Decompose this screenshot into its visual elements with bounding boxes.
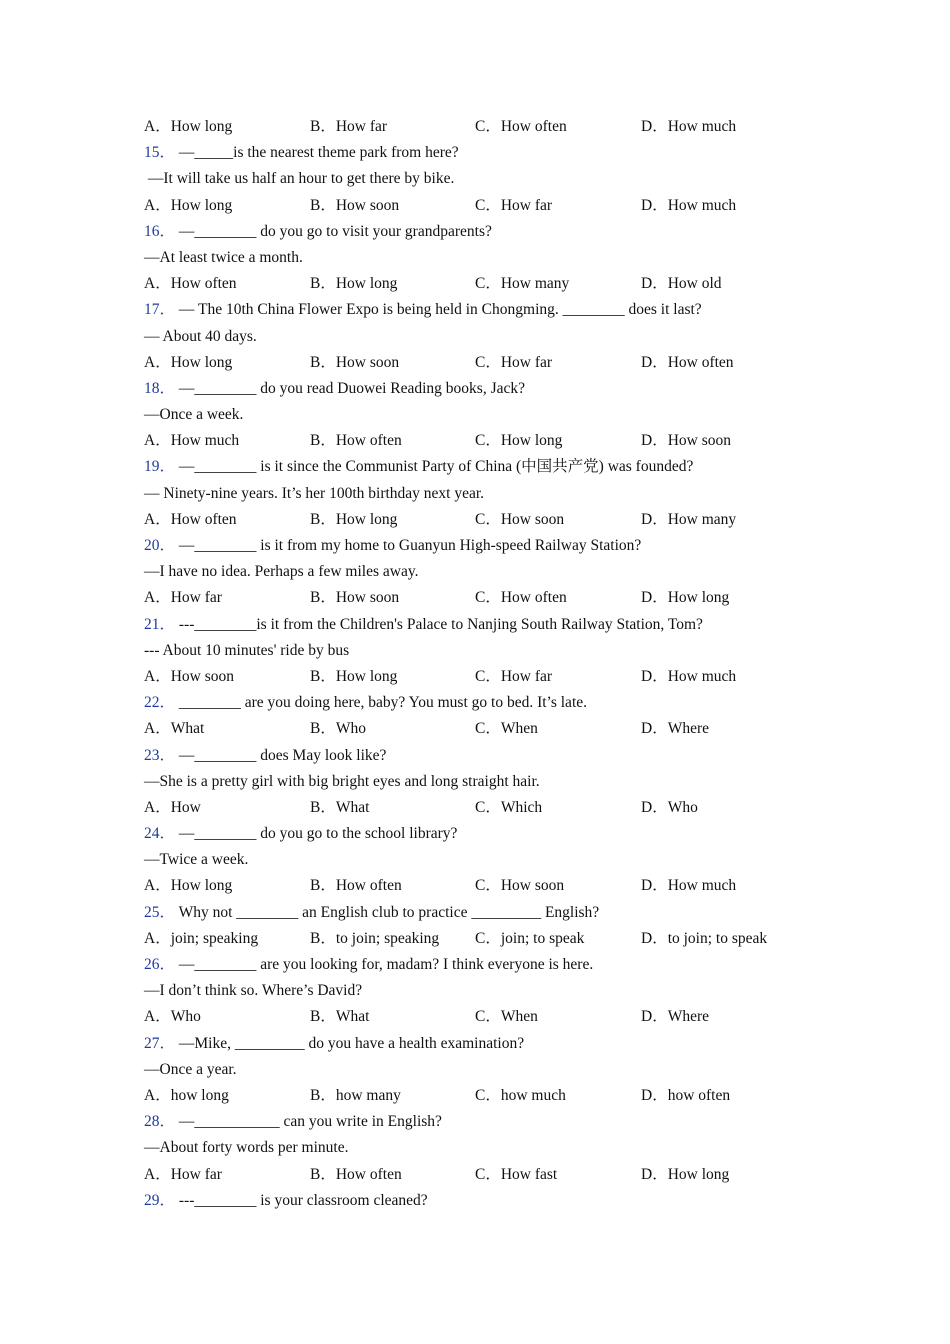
option-d: D．Who (641, 798, 698, 816)
option-b: B．How often (310, 1165, 402, 1183)
question-stem (144, 743, 824, 769)
question-stem (144, 140, 824, 166)
option-c: C．How far (475, 196, 553, 214)
option-b: B．How long (310, 667, 398, 685)
answer-line: —It will take us half an hour to get there by bike. (144, 170, 455, 188)
question-number: 29． (144, 1191, 176, 1209)
question-number: 27． (144, 1034, 176, 1052)
options-row (144, 271, 824, 297)
option-d: D．How old (641, 275, 722, 293)
question-stem (144, 690, 824, 716)
question-number: 24． (144, 825, 176, 843)
options-row (144, 1004, 824, 1030)
question-number: 15． (144, 144, 176, 162)
option-c: C．join; to speak (475, 929, 585, 947)
question-number: 26． (144, 956, 176, 973)
answer-line: —I have no idea. Perhaps a few miles away. (144, 563, 419, 581)
question-text: —___________ can you write in English? (175, 1113, 442, 1131)
question-text: —________ do you go to visit your grandparents? (175, 222, 492, 240)
options-row (144, 795, 824, 821)
question-text: —Mike, _________ do you have a health examination? (175, 1034, 525, 1052)
option-b: B．Who (310, 720, 366, 738)
option-d: D．How often (641, 353, 734, 371)
option-a: A．How much (144, 432, 240, 450)
question-text-rest: is the nearest theme park from here? (233, 144, 459, 162)
question-number: 28． (144, 1113, 176, 1131)
option-b: B．How soon (310, 353, 400, 371)
answer-line: — About 40 days. (144, 327, 257, 345)
option-c: C．How far (475, 667, 553, 685)
option-b: B．How long (310, 275, 398, 293)
question-text: —________ do you go to the school library? (175, 825, 458, 843)
options-row (144, 926, 824, 952)
option-a: A．How (144, 798, 201, 816)
options-row (144, 193, 824, 219)
answer-line: — Ninety-nine years. It’s her 100th birthday next year. (144, 484, 485, 502)
question-stem (144, 1031, 824, 1057)
option-b: B．How long (310, 510, 398, 528)
option-a: A．How soon (144, 667, 234, 685)
option-c: C．Which (475, 798, 543, 816)
question-sheet (144, 114, 824, 1214)
option-c: C．How fast (475, 1165, 558, 1183)
option-b: B．How often (310, 877, 402, 895)
option-a: A．What (144, 720, 205, 738)
question-stem (144, 297, 824, 323)
question-text: Why not ________ an English club to practice _________ English? (175, 903, 600, 921)
options-row (144, 1162, 824, 1188)
question-stem (144, 219, 824, 245)
option-a: A．How far (144, 589, 222, 607)
question-text: —________ is it since the Communist Party of China (中国共产党) was founded? (175, 458, 694, 476)
question-text: — (175, 144, 195, 162)
question-number: 17． (144, 301, 176, 319)
option-b: B．What (310, 798, 370, 816)
options-row (144, 873, 824, 899)
option-d: D．Where (641, 1008, 709, 1026)
answer-line: —Once a year. (144, 1060, 237, 1078)
question-text: ---________ is your classroom cleaned? (175, 1191, 428, 1209)
option-a: A．How long (144, 353, 233, 371)
question-number: 21． (144, 615, 176, 633)
question-number: 16． (144, 222, 176, 240)
option-d: D．How long (641, 589, 730, 607)
option-c: C．How often (475, 589, 567, 607)
option-a: A．How far (144, 1165, 222, 1183)
question-blank: _____ (194, 144, 234, 162)
question-text: —________ are you looking for, madam? I think everyone is here. (175, 956, 594, 973)
options-row (144, 664, 824, 690)
question-stem (144, 533, 824, 559)
option-b: B．How soon (310, 196, 400, 214)
answer-line: --- About 10 minutes' ride by bus (144, 641, 350, 659)
answer-line: —She is a pretty girl with big bright eyes and long straight hair. (144, 772, 540, 790)
question-text: —________ do you read Duowei Reading books, Jack? (175, 379, 525, 397)
option-a: A．How often (144, 510, 237, 528)
question-stem (144, 454, 824, 480)
options-row (144, 716, 824, 742)
option-a: A．Who (144, 1008, 201, 1026)
option-d: D．to join; to speak (641, 929, 768, 947)
answer-line: —I don’t think so. Where’s David? (144, 982, 363, 1000)
answer-line: —Once a week. (144, 406, 244, 424)
question-number: 19． (144, 458, 176, 476)
option-d: D．How long (641, 1165, 730, 1183)
option-a: A．How long (144, 118, 233, 135)
question-text: ________ are you doing here, baby? You must go to bed. It’s late. (175, 694, 587, 712)
option-b: B．What (310, 1008, 370, 1026)
option-d: D．How much (641, 877, 737, 895)
option-a: A．join; speaking (144, 929, 259, 947)
option-c: C．How far (475, 353, 553, 371)
question-stem (144, 1109, 824, 1135)
option-b: B．How often (310, 432, 402, 450)
option-a: A．How long (144, 877, 233, 895)
option-a: A．How often (144, 275, 237, 293)
option-d: D．how often (641, 1086, 731, 1104)
option-c: C．How long (475, 432, 563, 450)
option-c: C．How often (475, 118, 567, 135)
question-stem (144, 612, 824, 638)
options-row (144, 350, 824, 376)
options-row (144, 1083, 824, 1109)
answer-line: —Twice a week. (144, 851, 249, 869)
option-c: C．how much (475, 1086, 566, 1104)
options-row (144, 428, 824, 454)
option-b: B．How soon (310, 589, 400, 607)
option-b: B．How far (310, 118, 388, 135)
question-stem (144, 821, 824, 847)
option-c: C．How soon (475, 877, 565, 895)
options-row (144, 507, 824, 533)
question-stem (144, 900, 824, 926)
options-row (144, 585, 824, 611)
option-d: D．How much (641, 118, 737, 135)
option-a: A．How long (144, 196, 233, 214)
question-text: ---________is it from the Children's Palace to Nanjing South Railway Station, Tom? (175, 615, 703, 633)
question-number: 22． (144, 694, 176, 712)
options-row (144, 114, 824, 140)
option-d: D．Where (641, 720, 709, 738)
question-number: 18． (144, 379, 176, 397)
question-number: 25． (144, 903, 176, 921)
answer-line: —About forty words per minute. (144, 1139, 349, 1157)
answer-line: —At least twice a month. (144, 248, 303, 266)
option-d: D．How much (641, 196, 737, 214)
question-text: —________ is it from my home to Guanyun High-speed Railway Station? (175, 537, 642, 554)
option-b: B．how many (310, 1086, 401, 1104)
question-stem (144, 952, 824, 978)
option-d: D．How many (641, 510, 737, 528)
question-number: 23． (144, 746, 176, 764)
option-c: C．How soon (475, 510, 565, 528)
option-c: C．When (475, 720, 538, 738)
option-c: C．How many (475, 275, 570, 293)
option-b: B．to join; speaking (310, 929, 440, 947)
option-d: D．How much (641, 667, 737, 685)
question-stem (144, 1188, 824, 1214)
question-stem (144, 376, 824, 402)
question-number: 20． (144, 537, 176, 554)
question-text: — The 10th China Flower Expo is being held in Chongming. ________ does it last? (175, 301, 702, 319)
option-c: C．When (475, 1008, 538, 1026)
question-text: —________ does May look like? (175, 746, 387, 764)
option-d: D．How soon (641, 432, 731, 450)
option-a: A．how long (144, 1086, 229, 1104)
